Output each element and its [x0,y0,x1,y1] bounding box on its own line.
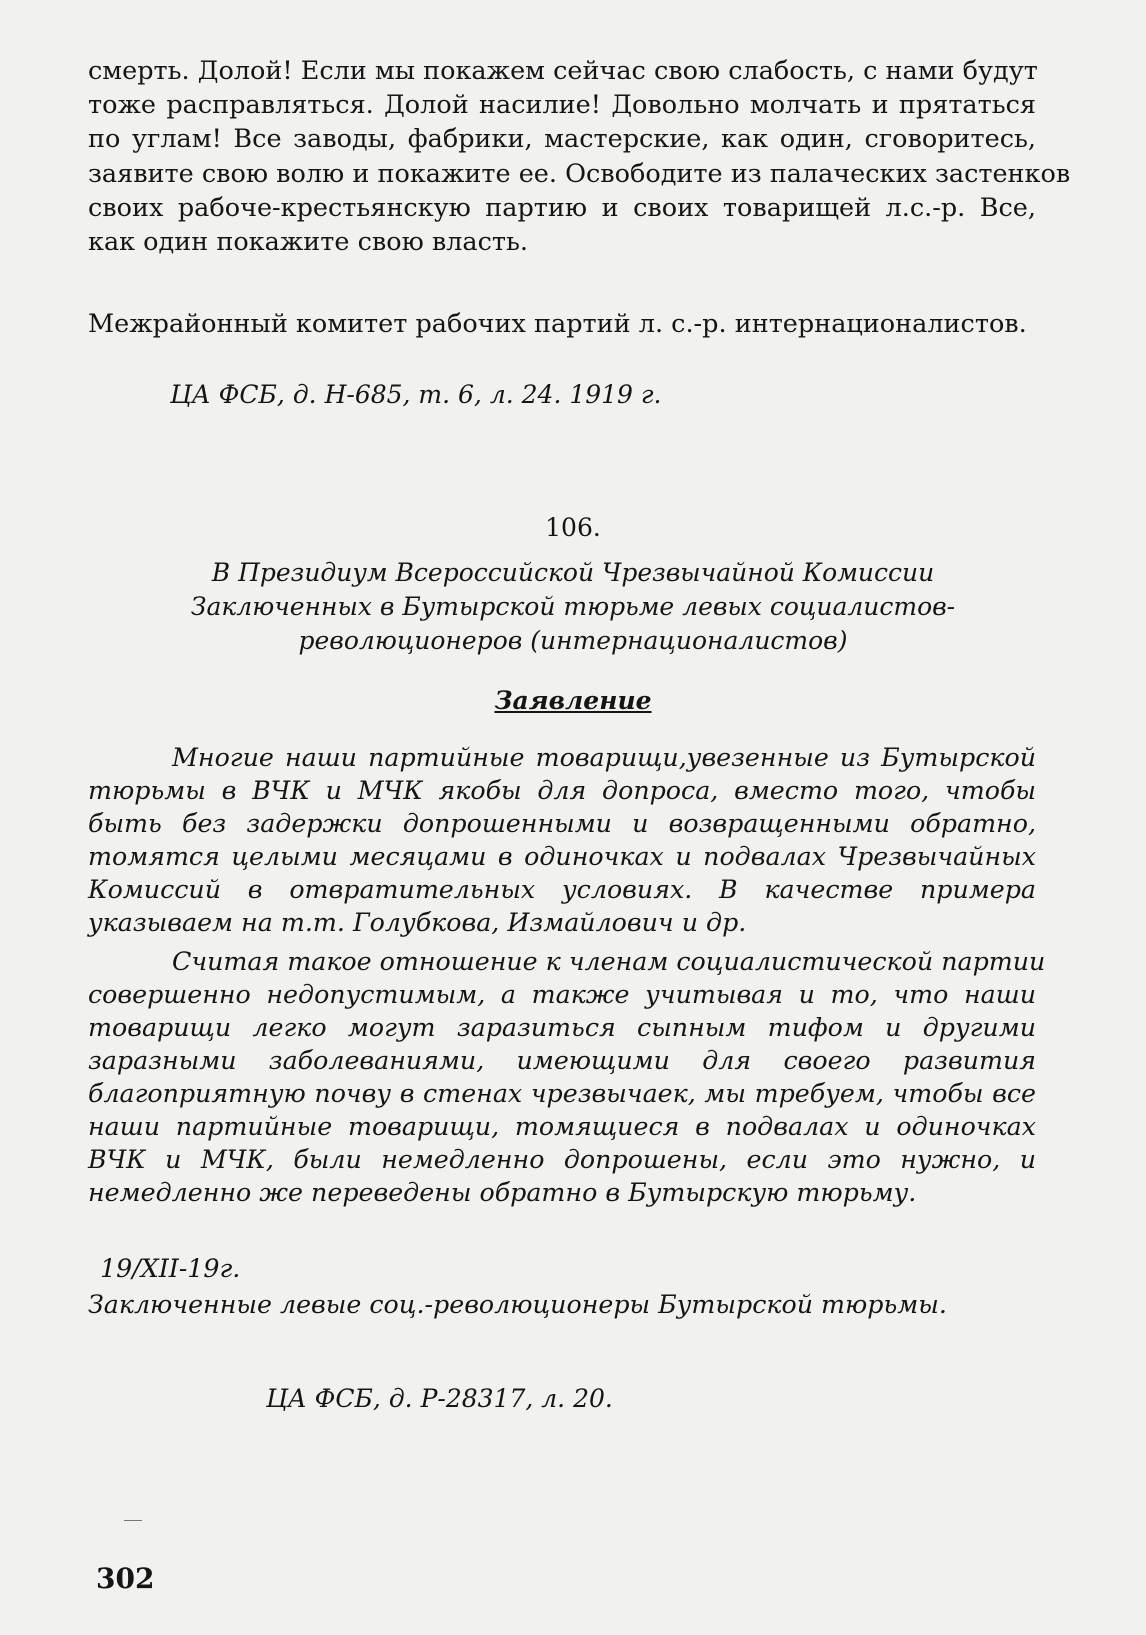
text-line: тоже расправляться. Долой насилие! Довольно молчать и прятаться [88,90,1036,121]
heading-line-1: В Президиум Всероссийской Чрезвычайной Комиссии [211,558,935,587]
archive-source-bottom: ЦА ФСБ, д. Р-28317, л. 20. [266,1384,613,1413]
text-line: Считая такое отношение к членам социалистической партии [172,947,1046,976]
text-line: благоприятную почву в стенах чрезвычаек, мы требуем, чтобы все [88,1079,1036,1108]
text-line: немедленно же переведены обратно в Бутырскую тюрьму. [88,1178,917,1207]
text-line: смерть. Долой! Если мы покажем сейчас свою слабость, с нами будут [88,56,1038,86]
text-line: Комиссий в отвратительных условиях. В качестве примера [88,875,1036,904]
text-line: заразными заболеваниями, имеющими для своего развития [88,1046,1036,1075]
text-line: Многие наши партийные товарищи,увезенные из Бутырской [172,743,1036,772]
text-line: своих рабоче-крестьянскую партию и своих товарищей л.с.-р. Все, [88,192,1036,223]
divider [124,1520,142,1521]
archive-source-top: ЦА ФСБ, д. Н-685, т. 6, л. 24. 1919 г. [170,380,662,409]
text-line: томятся целыми месяцами в одиночках и подвалах Чрезвычайных [88,842,1036,871]
text-line: по углам! Все заводы, фабрики, мастерские, как один, сговоритесь, [88,124,1036,155]
top-paragraph [88,54,1071,259]
text-line: товарищи легко могут заразиться сыпным тифом и другими [88,1013,1036,1042]
paragraph-1 [88,741,1036,939]
text-line: быть без задержки допрошенными и возвращенными обратно, [88,809,1036,838]
heading-line-2: Заключенных в Бутырской тюрьме левых социалистов- [190,592,956,621]
text-line: заявите свою волю и покажите ее. Освободите из палаческих застенков [88,158,1071,189]
document-date: 19/XII-19г. [100,1254,241,1283]
text-line: тюрьмы в ВЧК и МЧК якобы для допроса, вместо того, чтобы [88,776,1036,805]
signature-bottom: Заключенные левые соц.-революционеры Бутырской тюрьмы. [88,1290,947,1319]
document-number: 106. [545,513,601,542]
text-line: ВЧК и МЧК, были немедленно допрошены, если это нужно, и [88,1145,1036,1174]
text-line: совершенно недопустимым, а также учитывая и то, что наши [88,980,1036,1009]
page-number: 302 [96,1562,155,1595]
text-line: указываем на т.т. Голубкова, Измайлович и др. [88,908,747,937]
paragraph-2 [88,945,1046,1209]
heading-line-3: революционеров (интернационалистов) [298,626,848,655]
statement-title: Заявление [494,686,652,715]
text-line: наши партийные товарищи, томящиеся в подвалах и одиночках [88,1112,1036,1141]
text-line: как один покажите свою власть. [88,227,529,258]
signature-top: Межрайонный комитет рабочих партий л. с.-р. интернационалистов. [88,309,1027,339]
